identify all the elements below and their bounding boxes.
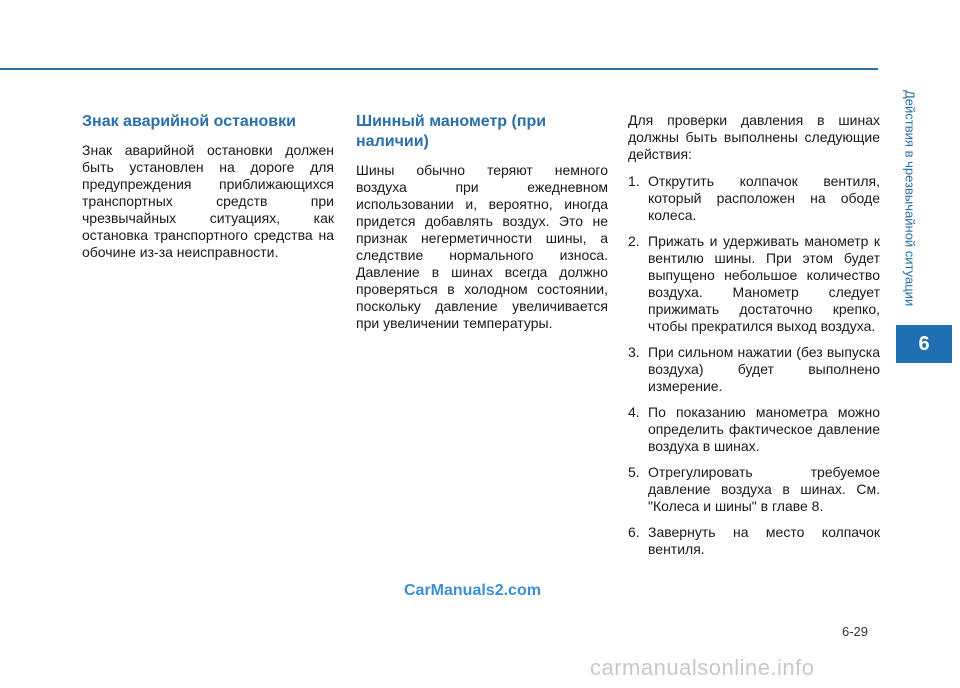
step-number: 1. — [628, 173, 640, 189]
list-item — [628, 524, 880, 558]
section-body: Шины обычно теряют немного воздуха при ежедневном использовании и, вероятно, иногда придется добавлять воздух. Это не признак негерметичности шины, а следствие нормального износа. Давление в шинах всегда должно проверяться в холодном состоянии, поскольку давление увеличивается при увеличении температуры. — [356, 162, 608, 331]
step-text: Завернуть на место колпачок вентиля. — [648, 524, 880, 557]
steps-list — [628, 173, 880, 558]
step-text: По показанию манометра можно определить фактическое давление воздуха в шинах. — [648, 404, 880, 454]
list-item — [628, 233, 880, 335]
step-number: 5. — [628, 464, 640, 480]
step-text: Отрегулировать требуемое давление воздуха в шинах. См. "Колеса и шины" в главе 8. — [648, 464, 880, 514]
column-warning-triangle — [82, 112, 334, 261]
header-rule — [0, 68, 878, 70]
step-number: 3. — [628, 344, 640, 360]
step-number: 6. — [628, 524, 640, 540]
step-number: 4. — [628, 404, 640, 420]
step-text: При сильном нажатии (без выпуска воздуха) будет выполнено измерение. — [648, 344, 880, 394]
page-number: 6-29 — [842, 624, 869, 639]
section-heading: Знак аварийной остановки — [82, 113, 296, 130]
step-number: 2. — [628, 233, 640, 249]
section-heading: Шинный манометр (при наличии) — [356, 113, 547, 150]
section-body: Знак аварийной остановки должен быть установлен на дороге для предупреждения приближающихся транспортных средств при чрезвычайных ситуациях, как остановка транспортного средства на обочине из-за неисправности. — [82, 142, 334, 260]
site-watermark-link[interactable]: CarManuals2.com — [404, 582, 541, 599]
column-check-steps — [628, 112, 880, 567]
step-text: Прижать и удерживать манометр к вентилю шины. При этом будет выпущено небольшое количество воздуха. Манометр следует прижимать достаточно крепко, чтобы прекратился выход воздуха. — [648, 233, 880, 334]
list-item — [628, 173, 880, 224]
chapter-title: Действия в чрезвычайной ситуации — [902, 90, 918, 307]
chapter-side-tab — [896, 90, 924, 320]
list-item — [628, 344, 880, 395]
column-tire-gauge — [356, 112, 608, 332]
steps-intro: Для проверки давления в шинах должны быть выполнены следующие действия: — [628, 112, 880, 162]
list-item — [628, 404, 880, 455]
step-text: Открутить колпачок вентиля, который расположен на ободе колеса. — [648, 173, 880, 223]
chapter-number-badge: 6 — [896, 325, 952, 363]
footer-watermark: carmanualsonline.info — [590, 655, 815, 680]
list-item — [628, 464, 880, 515]
